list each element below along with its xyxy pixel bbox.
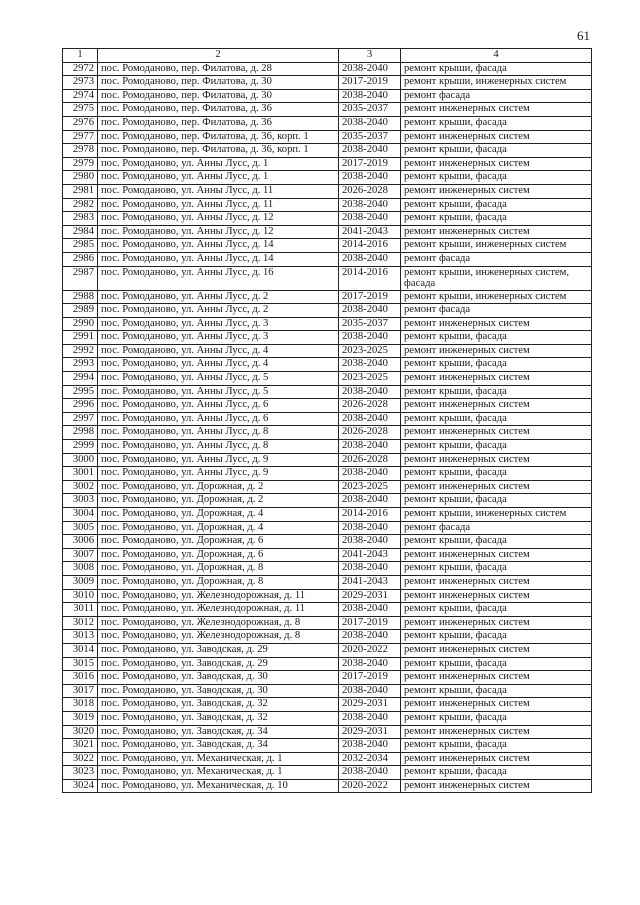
period-cell: 2041-2043 [339, 225, 401, 239]
address-cell: пос. Ромоданово, пер. Филатова, д. 36 [98, 103, 339, 117]
table-row [63, 657, 592, 671]
address-cell: пос. Ромоданово, ул. Анны Лусс, д. 2 [98, 304, 339, 318]
row-number-cell: 3008 [63, 562, 98, 576]
table-row [63, 331, 592, 345]
work-type-cell: ремонт крыши, фасада [401, 171, 592, 185]
work-type-cell: ремонт крыши, инженерных систем [401, 508, 592, 522]
address-cell: пос. Ромоданово, ул. Анны Лусс, д. 2 [98, 290, 339, 304]
work-type-cell: ремонт инженерных систем [401, 426, 592, 440]
table-row [63, 130, 592, 144]
table-row [63, 453, 592, 467]
row-number-cell: 2998 [63, 426, 98, 440]
work-type-cell: ремонт крыши, фасада [401, 198, 592, 212]
row-number-cell: 2990 [63, 317, 98, 331]
row-number-cell: 3021 [63, 739, 98, 753]
table-row [63, 62, 592, 76]
address-cell: пос. Ромоданово, пер. Филатова, д. 28 [98, 62, 339, 76]
work-type-cell: ремонт инженерных систем [401, 344, 592, 358]
work-type-cell: ремонт крыши, фасада [401, 467, 592, 481]
address-cell: пос. Ромоданово, ул. Анны Лусс, д. 6 [98, 399, 339, 413]
table-row [63, 171, 592, 185]
column-header-2: 2 [98, 49, 339, 63]
work-type-cell: ремонт крыши, инженерных систем [401, 76, 592, 90]
period-cell: 2026-2028 [339, 426, 401, 440]
table-row [63, 317, 592, 331]
period-cell: 2038-2040 [339, 494, 401, 508]
period-cell: 2035-2037 [339, 317, 401, 331]
period-cell: 2038-2040 [339, 385, 401, 399]
work-type-cell: ремонт крыши, фасада [401, 657, 592, 671]
page-number: 61 [577, 28, 590, 43]
table-row [63, 89, 592, 103]
table-row [63, 698, 592, 712]
address-cell: пос. Ромоданово, ул. Анны Лусс, д. 4 [98, 358, 339, 372]
address-cell: пос. Ромоданово, ул. Дорожная, д. 2 [98, 494, 339, 508]
work-type-cell: ремонт крыши, инженерных систем [401, 239, 592, 253]
period-cell: 2038-2040 [339, 521, 401, 535]
row-number-cell: 3012 [63, 616, 98, 630]
table-row [63, 508, 592, 522]
table-row [63, 76, 592, 90]
address-cell: пос. Ромоданово, ул. Механическая, д. 1 [98, 752, 339, 766]
table-row [63, 535, 592, 549]
address-cell: пос. Ромоданово, ул. Механическая, д. 10 [98, 779, 339, 793]
period-cell: 2017-2019 [339, 76, 401, 90]
period-cell: 2020-2022 [339, 779, 401, 793]
row-number-cell: 2993 [63, 358, 98, 372]
work-type-cell: ремонт инженерных систем [401, 616, 592, 630]
table-row [63, 304, 592, 318]
table-row [63, 157, 592, 171]
row-number-cell: 2989 [63, 304, 98, 318]
row-number-cell: 2995 [63, 385, 98, 399]
period-cell: 2038-2040 [339, 440, 401, 454]
row-number-cell: 2976 [63, 116, 98, 130]
work-type-cell: ремонт инженерных систем [401, 157, 592, 171]
work-type-cell: ремонт крыши, фасада [401, 535, 592, 549]
row-number-cell: 3014 [63, 643, 98, 657]
address-cell: пос. Ромоданово, ул. Анны Лусс, д. 12 [98, 225, 339, 239]
address-cell: пос. Ромоданово, ул. Дорожная, д. 2 [98, 480, 339, 494]
period-cell: 2014-2016 [339, 239, 401, 253]
table-row [63, 494, 592, 508]
address-cell: пос. Ромоданово, ул. Анны Лусс, д. 5 [98, 385, 339, 399]
period-cell: 2017-2019 [339, 157, 401, 171]
work-type-cell: ремонт инженерных систем [401, 130, 592, 144]
work-type-cell: ремонт фасада [401, 89, 592, 103]
work-type-cell: ремонт инженерных систем [401, 589, 592, 603]
table-row [63, 616, 592, 630]
period-cell: 2032-2034 [339, 752, 401, 766]
address-cell: пос. Ромоданово, ул. Дорожная, д. 4 [98, 521, 339, 535]
period-cell: 2014-2016 [339, 508, 401, 522]
work-type-cell: ремонт фасада [401, 521, 592, 535]
table-row [63, 548, 592, 562]
work-type-cell: ремонт крыши, фасада [401, 62, 592, 76]
row-number-cell: 3000 [63, 453, 98, 467]
table-row [63, 290, 592, 304]
table-row [63, 116, 592, 130]
period-cell: 2038-2040 [339, 684, 401, 698]
address-cell: пос. Ромоданово, ул. Заводская, д. 30 [98, 684, 339, 698]
column-header-1: 1 [63, 49, 98, 63]
row-number-cell: 2977 [63, 130, 98, 144]
row-number-cell: 2983 [63, 212, 98, 226]
row-number-cell: 3002 [63, 480, 98, 494]
row-number-cell: 2994 [63, 372, 98, 386]
row-number-cell: 2999 [63, 440, 98, 454]
period-cell: 2035-2037 [339, 130, 401, 144]
period-cell: 2035-2037 [339, 103, 401, 117]
row-number-cell: 2987 [63, 266, 98, 290]
table-row [63, 399, 592, 413]
row-number-cell: 3011 [63, 603, 98, 617]
period-cell: 2038-2040 [339, 657, 401, 671]
row-number-cell: 3016 [63, 671, 98, 685]
work-type-cell: ремонт инженерных систем [401, 103, 592, 117]
period-cell: 2023-2025 [339, 480, 401, 494]
period-cell: 2017-2019 [339, 671, 401, 685]
row-number-cell: 2982 [63, 198, 98, 212]
work-type-cell: ремонт инженерных систем [401, 317, 592, 331]
table-row [63, 725, 592, 739]
period-cell: 2026-2028 [339, 184, 401, 198]
row-number-cell: 2985 [63, 239, 98, 253]
table-row [63, 372, 592, 386]
period-cell: 2014-2016 [339, 266, 401, 290]
table-row [63, 684, 592, 698]
work-type-cell: ремонт крыши, фасада [401, 358, 592, 372]
address-cell: пос. Ромоданово, ул. Заводская, д. 32 [98, 698, 339, 712]
table-row [63, 198, 592, 212]
period-cell: 2038-2040 [339, 603, 401, 617]
address-cell: пос. Ромоданово, ул. Анны Лусс, д. 16 [98, 266, 339, 290]
table-row [63, 779, 592, 793]
address-cell: пос. Ромоданово, ул. Анны Лусс, д. 1 [98, 157, 339, 171]
work-type-cell: ремонт инженерных систем [401, 184, 592, 198]
address-cell: пос. Ромоданово, пер. Филатова, д. 36 [98, 116, 339, 130]
column-header-4: 4 [401, 49, 592, 63]
period-cell: 2038-2040 [339, 116, 401, 130]
work-type-cell: ремонт крыши, фасада [401, 212, 592, 226]
row-number-cell: 2988 [63, 290, 98, 304]
table-row [63, 103, 592, 117]
table-row [63, 480, 592, 494]
address-cell: пос. Ромоданово, ул. Железнодорожная, д. 8 [98, 630, 339, 644]
period-cell: 2038-2040 [339, 89, 401, 103]
table-row [63, 589, 592, 603]
row-number-cell: 3020 [63, 725, 98, 739]
table-row [63, 562, 592, 576]
row-number-cell: 2978 [63, 144, 98, 158]
address-cell: пос. Ромоданово, ул. Анны Лусс, д. 3 [98, 331, 339, 345]
period-cell: 2026-2028 [339, 399, 401, 413]
row-number-cell: 2980 [63, 171, 98, 185]
work-type-cell: ремонт инженерных систем [401, 752, 592, 766]
row-number-cell: 3005 [63, 521, 98, 535]
period-cell: 2038-2040 [339, 711, 401, 725]
table-row [63, 671, 592, 685]
work-type-cell: ремонт крыши, инженерных систем, фасада [401, 266, 592, 290]
row-number-cell: 3013 [63, 630, 98, 644]
work-type-cell: ремонт крыши, фасада [401, 331, 592, 345]
period-cell: 2038-2040 [339, 171, 401, 185]
work-type-cell: ремонт крыши, фасада [401, 603, 592, 617]
table-row [63, 630, 592, 644]
work-type-cell: ремонт крыши, инженерных систем [401, 290, 592, 304]
row-number-cell: 2979 [63, 157, 98, 171]
work-type-cell: ремонт инженерных систем [401, 725, 592, 739]
table-body [63, 62, 592, 793]
work-type-cell: ремонт крыши, фасада [401, 711, 592, 725]
period-cell: 2038-2040 [339, 331, 401, 345]
address-cell: пос. Ромоданово, ул. Анны Лусс, д. 1 [98, 171, 339, 185]
address-cell: пос. Ромоданово, ул. Железнодорожная, д. 11 [98, 603, 339, 617]
address-cell: пос. Ромоданово, ул. Анны Лусс, д. 9 [98, 467, 339, 481]
row-number-cell: 3018 [63, 698, 98, 712]
row-number-cell: 3004 [63, 508, 98, 522]
row-number-cell: 3022 [63, 752, 98, 766]
work-type-cell: ремонт инженерных систем [401, 779, 592, 793]
period-cell: 2038-2040 [339, 467, 401, 481]
period-cell: 2038-2040 [339, 212, 401, 226]
period-cell: 2020-2022 [339, 643, 401, 657]
work-type-cell: ремонт фасада [401, 304, 592, 318]
table-row [63, 766, 592, 780]
period-cell: 2023-2025 [339, 344, 401, 358]
address-cell: пос. Ромоданово, ул. Анны Лусс, д. 14 [98, 252, 339, 266]
address-cell: пос. Ромоданово, ул. Анны Лусс, д. 6 [98, 412, 339, 426]
table-row [63, 603, 592, 617]
table-row [63, 440, 592, 454]
address-cell: пос. Ромоданово, ул. Анны Лусс, д. 11 [98, 184, 339, 198]
table-row [63, 144, 592, 158]
table-row [63, 225, 592, 239]
address-cell: пос. Ромоданово, ул. Механическая, д. 1 [98, 766, 339, 780]
address-cell: пос. Ромоданово, пер. Филатова, д. 36, корп. 1 [98, 144, 339, 158]
work-type-cell: ремонт крыши, фасада [401, 116, 592, 130]
table-row [63, 739, 592, 753]
row-number-cell: 2986 [63, 252, 98, 266]
work-type-cell: ремонт крыши, фасада [401, 412, 592, 426]
address-cell: пос. Ромоданово, пер. Филатова, д. 36, корп. 1 [98, 130, 339, 144]
work-type-cell: ремонт инженерных систем [401, 453, 592, 467]
address-cell: пос. Ромоданово, ул. Анны Лусс, д. 9 [98, 453, 339, 467]
work-type-cell: ремонт крыши, фасада [401, 494, 592, 508]
row-number-cell: 2997 [63, 412, 98, 426]
address-cell: пос. Ромоданово, ул. Заводская, д. 34 [98, 739, 339, 753]
row-number-cell: 3010 [63, 589, 98, 603]
table-row [63, 184, 592, 198]
table-row [63, 467, 592, 481]
period-cell: 2038-2040 [339, 304, 401, 318]
period-cell: 2038-2040 [339, 358, 401, 372]
work-type-cell: ремонт инженерных систем [401, 671, 592, 685]
row-number-cell: 3001 [63, 467, 98, 481]
table-row [63, 752, 592, 766]
row-number-cell: 2975 [63, 103, 98, 117]
work-type-cell: ремонт крыши, фасада [401, 562, 592, 576]
table-row [63, 344, 592, 358]
period-cell: 2038-2040 [339, 766, 401, 780]
address-cell: пос. Ромоданово, ул. Анны Лусс, д. 12 [98, 212, 339, 226]
table-row [63, 643, 592, 657]
work-type-cell: ремонт крыши, фасада [401, 385, 592, 399]
housing-repair-table [62, 48, 592, 793]
address-cell: пос. Ромоданово, ул. Дорожная, д. 6 [98, 535, 339, 549]
work-type-cell: ремонт крыши, фасада [401, 440, 592, 454]
address-cell: пос. Ромоданово, ул. Дорожная, д. 8 [98, 562, 339, 576]
table-row [63, 575, 592, 589]
address-cell: пос. Ромоданово, ул. Железнодорожная, д. 8 [98, 616, 339, 630]
work-type-cell: ремонт крыши, фасада [401, 144, 592, 158]
period-cell: 2026-2028 [339, 453, 401, 467]
period-cell: 2038-2040 [339, 412, 401, 426]
row-number-cell: 2991 [63, 331, 98, 345]
row-number-cell: 2972 [63, 62, 98, 76]
row-number-cell: 3015 [63, 657, 98, 671]
address-cell: пос. Ромоданово, ул. Анны Лусс, д. 11 [98, 198, 339, 212]
work-type-cell: ремонт инженерных систем [401, 225, 592, 239]
work-type-cell: ремонт инженерных систем [401, 399, 592, 413]
address-cell: пос. Ромоданово, ул. Анны Лусс, д. 5 [98, 372, 339, 386]
work-type-cell: ремонт инженерных систем [401, 698, 592, 712]
table-header-row [63, 49, 592, 63]
row-number-cell: 3017 [63, 684, 98, 698]
period-cell: 2041-2043 [339, 548, 401, 562]
row-number-cell: 2981 [63, 184, 98, 198]
work-type-cell: ремонт крыши, фасада [401, 766, 592, 780]
period-cell: 2038-2040 [339, 252, 401, 266]
period-cell: 2038-2040 [339, 144, 401, 158]
period-cell: 2029-2031 [339, 725, 401, 739]
table-row [63, 266, 592, 290]
address-cell: пос. Ромоданово, ул. Анны Лусс, д. 4 [98, 344, 339, 358]
address-cell: пос. Ромоданово, ул. Анны Лусс, д. 8 [98, 440, 339, 454]
table-row [63, 212, 592, 226]
row-number-cell: 2973 [63, 76, 98, 90]
row-number-cell: 2974 [63, 89, 98, 103]
period-cell: 2038-2040 [339, 198, 401, 212]
period-cell: 2029-2031 [339, 589, 401, 603]
table-row [63, 711, 592, 725]
work-type-cell: ремонт крыши, фасада [401, 684, 592, 698]
work-type-cell: ремонт крыши, фасада [401, 630, 592, 644]
address-cell: пос. Ромоданово, ул. Заводская, д. 29 [98, 657, 339, 671]
period-cell: 2017-2019 [339, 616, 401, 630]
address-cell: пос. Ромоданово, ул. Заводская, д. 34 [98, 725, 339, 739]
period-cell: 2038-2040 [339, 630, 401, 644]
period-cell: 2038-2040 [339, 62, 401, 76]
address-cell: пос. Ромоданово, ул. Заводская, д. 32 [98, 711, 339, 725]
address-cell: пос. Ромоданово, ул. Железнодорожная, д. 11 [98, 589, 339, 603]
work-type-cell: ремонт крыши, фасада [401, 739, 592, 753]
row-number-cell: 3023 [63, 766, 98, 780]
work-type-cell: ремонт инженерных систем [401, 480, 592, 494]
work-type-cell: ремонт фасада [401, 252, 592, 266]
period-cell: 2017-2019 [339, 290, 401, 304]
table-row [63, 412, 592, 426]
row-number-cell: 3007 [63, 548, 98, 562]
period-cell: 2029-2031 [339, 698, 401, 712]
period-cell: 2023-2025 [339, 372, 401, 386]
row-number-cell: 2996 [63, 399, 98, 413]
address-cell: пос. Ромоданово, ул. Дорожная, д. 4 [98, 508, 339, 522]
table-row [63, 385, 592, 399]
row-number-cell: 2984 [63, 225, 98, 239]
address-cell: пос. Ромоданово, ул. Заводская, д. 29 [98, 643, 339, 657]
address-cell: пос. Ромоданово, пер. Филатова, д. 30 [98, 89, 339, 103]
work-type-cell: ремонт инженерных систем [401, 643, 592, 657]
period-cell: 2038-2040 [339, 562, 401, 576]
work-type-cell: ремонт инженерных систем [401, 548, 592, 562]
period-cell: 2041-2043 [339, 575, 401, 589]
table-row [63, 239, 592, 253]
row-number-cell: 3024 [63, 779, 98, 793]
address-cell: пос. Ромоданово, ул. Дорожная, д. 6 [98, 548, 339, 562]
address-cell: пос. Ромоданово, пер. Филатова, д. 30 [98, 76, 339, 90]
row-number-cell: 3009 [63, 575, 98, 589]
row-number-cell: 3003 [63, 494, 98, 508]
table-row [63, 358, 592, 372]
period-cell: 2038-2040 [339, 739, 401, 753]
work-type-cell: ремонт инженерных систем [401, 575, 592, 589]
address-cell: пос. Ромоданово, ул. Анны Лусс, д. 8 [98, 426, 339, 440]
table-row [63, 521, 592, 535]
address-cell: пос. Ромоданово, ул. Дорожная, д. 8 [98, 575, 339, 589]
column-header-3: 3 [339, 49, 401, 63]
work-type-cell: ремонт инженерных систем [401, 372, 592, 386]
address-cell: пос. Ромоданово, ул. Заводская, д. 30 [98, 671, 339, 685]
row-number-cell: 2992 [63, 344, 98, 358]
row-number-cell: 3019 [63, 711, 98, 725]
address-cell: пос. Ромоданово, ул. Анны Лусс, д. 3 [98, 317, 339, 331]
period-cell: 2038-2040 [339, 535, 401, 549]
address-cell: пос. Ромоданово, ул. Анны Лусс, д. 14 [98, 239, 339, 253]
row-number-cell: 3006 [63, 535, 98, 549]
table-row [63, 426, 592, 440]
table-row [63, 252, 592, 266]
